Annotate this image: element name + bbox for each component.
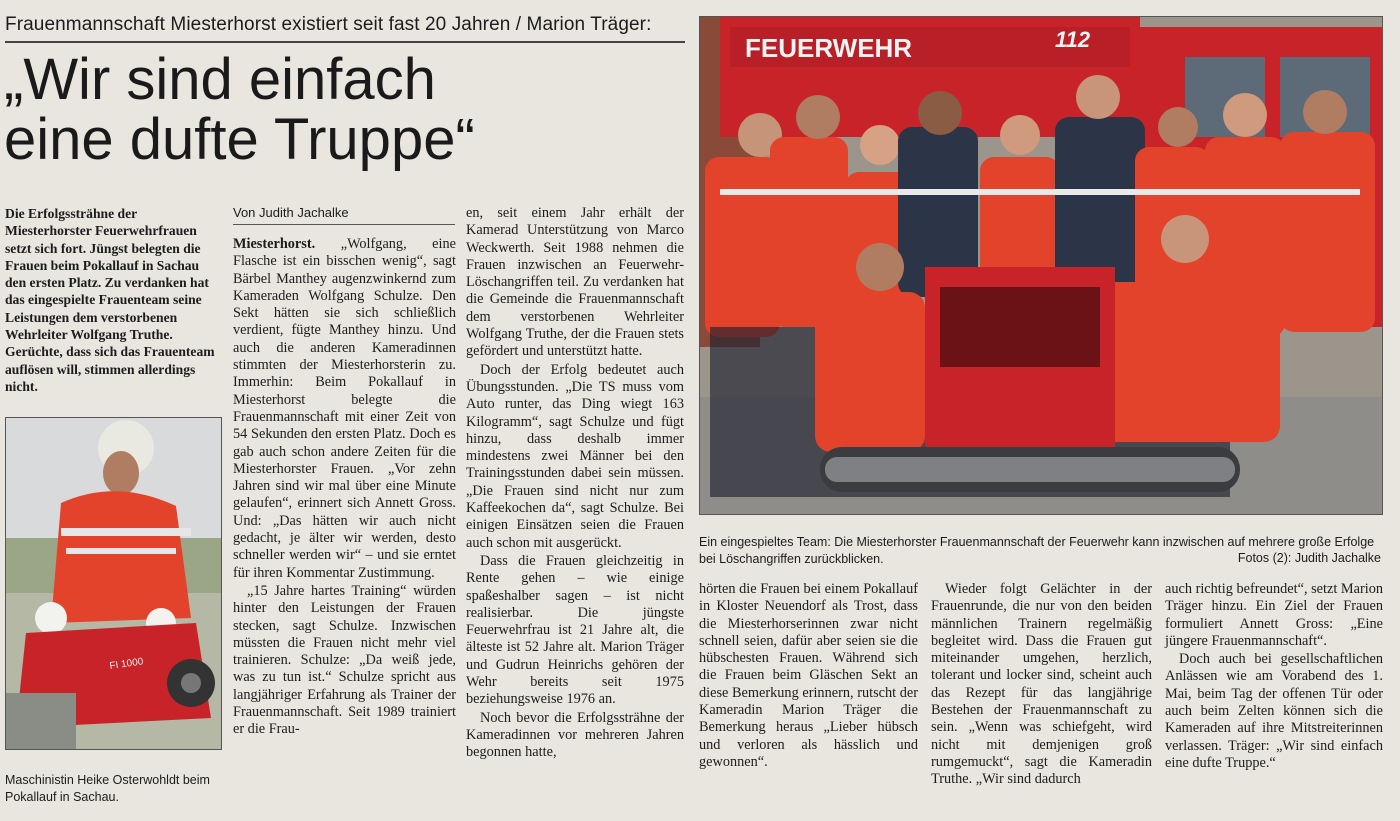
body-column-3: [699, 581, 918, 772]
body-paragraph: „15 Jahre hartes Training“ würden hinter den Leistungen der Frauen stecken, sagt Schulze. Inzwischen müssten die Frauen nicht mehr viel trainieren. Schulze: „Da weiß jede, was zu tun ist.“ Schulze spricht aus langjähriger Erfahrung als Trainer der Frauenmannschaft. Seit 1989 trainiert er die Frau-: [233, 582, 456, 738]
headline-line-2: eine dufte Truppe“: [4, 107, 475, 172]
body-paragraph: Noch bevor die Erfolgssträhne der Kameradinnen vor mehreren Jahren begonnen hatte,: [466, 709, 684, 761]
small-photo-caption: Maschinistin Heike Osterwohldt beim Pokallauf in Sachau.: [5, 773, 210, 804]
body-paragraph: Doch auch bei gesellschaftlichen Anlässen wie am Vorabend des 1. Mai, beim Tag der offenen Tür oder auch beim Zelten können sich die Kameraden auf ihre Mitstreiterinnen verlassen. Träger: „Wir sind einfach eine dufte Truppe.“: [1165, 651, 1383, 771]
main-photo: [699, 16, 1383, 515]
body-paragraph: hörten die Frauen bei einem Pokallauf in Kloster Neuendorf als Trost, dass die Miesterhorserinnen zwar nicht schnell seien, dafür aber seien sie die hübschesten Frauen. Während sich die Frauen beim Gläschen Sekt an diese Bemerkung erinnern, rutscht der Kameradin Marion Träger die Bemerkung heraus „Lieber hübsch und verloren als hässlich und gewonnen“.: [699, 581, 918, 770]
teaser-lead: Die Erfolgssträhne der Miesterhorster Feuerwehrfrauen setzt sich fort. Jüngst belegten die Frauen beim Pokallauf in Sachau den ersten Platz. Zu verdanken hat das eingespielte Frauenteam seine Leistungen dem verstorbenen Wehrleiter Wolfgang Truthe. Gerüchte, dass sich das Frauenteam auflösen will, stimmen allerdings nicht.: [5, 206, 215, 394]
photo-credit: Fotos (2): Judith Jachalke: [1237, 551, 1381, 565]
small-photo-image: [6, 418, 221, 749]
body-column-2: [466, 205, 684, 763]
kicker: Frauenmannschaft Miesterhorst existiert seit fast 20 Jahren / Marion Träger:: [5, 14, 685, 43]
body-paragraph: Wieder folgt Gelächter in der Frauenrunde, die nur von den beiden männlichen Trainern regelmäßig begleitet wird. Dass die Frauen gut miteinander umgehen, herzlich, tolerant und locker sind, scheint auch das Rezept für das langjährige Bestehen der Frauenmannschaft zu sein. „Wenn was schiefgeht, wird nicht mit demjenigen groß rumgemuckt“, sagt die Kameradin Truthe. „Wir sind dadurch: [931, 581, 1152, 788]
headline-line-1: „Wir sind einfach: [4, 47, 436, 112]
byline-prefix: Von: [233, 205, 256, 220]
main-photo-image: [700, 17, 1382, 514]
body-paragraph: en, seit einem Jahr erhält der Kamerad Unterstützung von Marco Weckwerth. Seit 1988 nehmen die Frauen inzwischen an Feuerwehr-Löschangriffen teil. Zu verdanken hat die Gemeinde die Frauenmannschaft dem verstorbenen Wehrleiter Wolfgang Truthe, der die Frauen stets gefördert und unterstützt hatte.: [466, 205, 684, 360]
pump-badge-text: FI 1000: [108, 656, 145, 672]
headline: [4, 47, 694, 172]
body-paragraph: [233, 236, 456, 582]
dateline: Miesterhorst.: [233, 236, 316, 252]
body-paragraph: Dass die Frauen gleichzeitig in Rente gehen – wie einige spaßeshalber sagen – ist nicht realisierbar. Die jüngste Feuerwehrfrau ist 21 Jahre alt, die älteste ist 52 Jahre alt. Marion Träger und Gudrun Heinrichs gehören der Wehr bereits seit 1975 beziehungsweise 1976 an.: [466, 552, 684, 708]
truck-banner-text: FEUERWEHR: [745, 33, 913, 63]
truck-number-text: 112: [1055, 27, 1091, 52]
byline-author: Judith Jachalke: [259, 205, 349, 220]
body-paragraph: Doch der Erfolg bedeutet auch Übungsstunden. „Die TS muss vom Auto runter, das Ding wiegt 163 Kilogramm“, sagt Schulze und fügt hinzu, dass deshalb immer mindestens zwei Männer bei den Trainingsstunden dabei sein müssen. „Die Frauen sind nicht nur zum Kaffeekochen da“, sagt Schulze. Bei einigen Einsätzen seien die Frauen auch schon mit ausgerückt.: [466, 361, 684, 551]
main-photo-caption: Ein eingespieltes Team: Die Miesterhorster Frauenmannschaft der Feuerwehr kann inzwischen auf mehrere große Erfolge bei Löschangriffen zurückblicken.: [699, 535, 1375, 566]
body-paragraph: auch richtig befreundet“, setzt Marion Träger hinzu. Ein Ziel der Frauen formuliert Annett Gross: „Eine jüngere Frauenmannschaft“.: [1165, 581, 1383, 649]
byline: [233, 205, 455, 225]
body-column-4: [931, 581, 1152, 790]
body-column-1: [233, 236, 456, 740]
body-paragraph-text: „Wolfgang, eine Flasche ist ein bisschen wenig“, sagt Bärbel Manthey augenzwinkernd zum Kameraden Wolfgang Schulze. Den Sekt hätten sie sich schließlich verdient, fügte Manthey hinzu. Und auch die anderen Kameradinnen stimmten der Miesterhorsterin zu. Immerhin: Beim Pokallauf in Miesterhorst belegte die Frauenmannschaft mit einer Zeit von 54 Sekunden den ersten Platz. Doch es gab auch schon andere Zeiten für die Miesterhorster Frauen. „Vor zehn Jahren sind wir mal über eine Minute gelaufen“, erinnert sich Annett Gross. Und: „Das hätten wir auch nicht gedacht, je älter wir werden, desto schneller werden wir“ – und sie erntet für ihren Kommentar Zustimmung.: [233, 236, 456, 581]
body-column-5: [1165, 581, 1383, 773]
small-photo: [5, 417, 222, 750]
